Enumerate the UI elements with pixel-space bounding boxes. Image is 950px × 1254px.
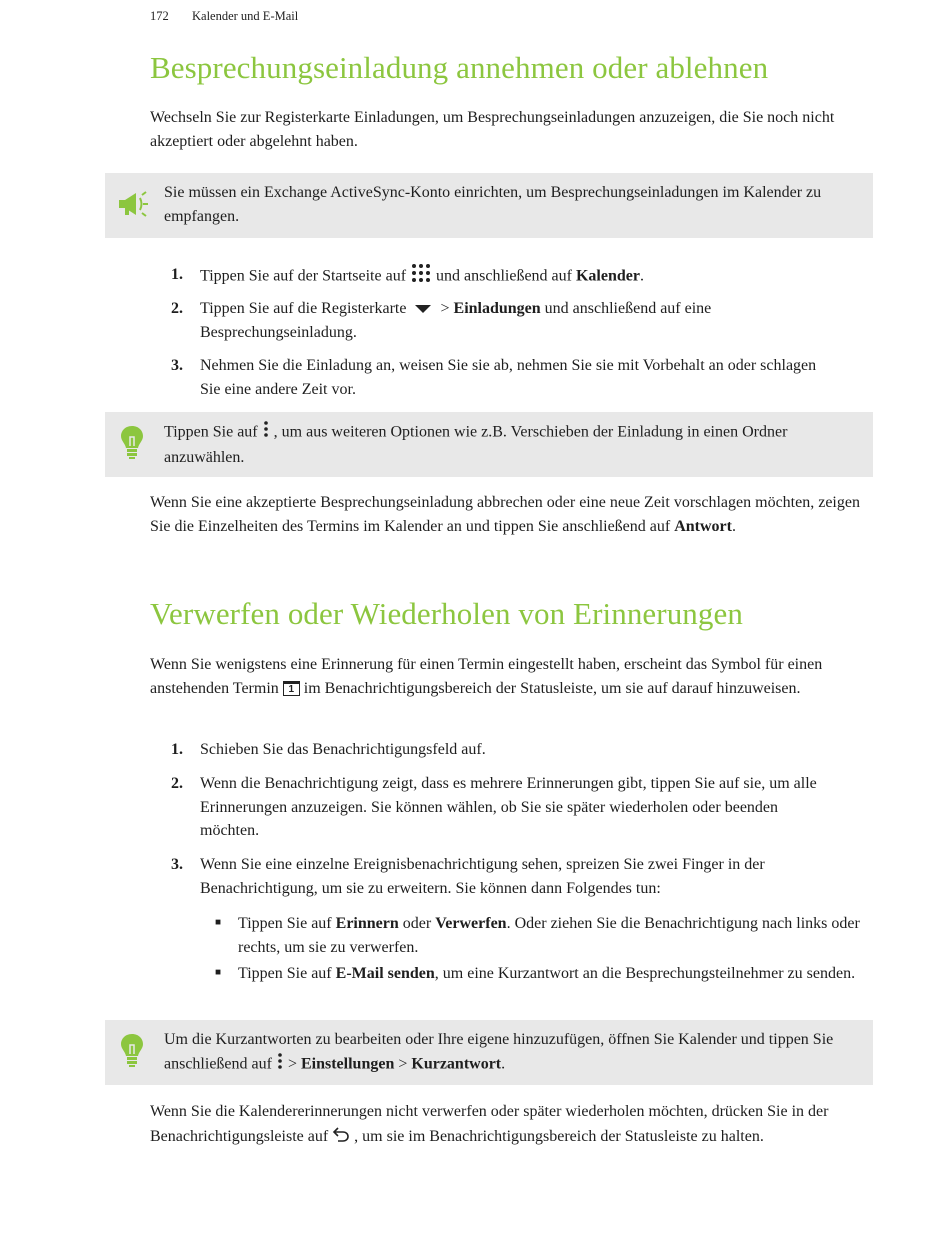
- list-item: [212, 962, 862, 1012]
- step-number: 2.: [171, 775, 183, 792]
- bullet-bold: Erinnern: [335, 915, 399, 932]
- bullet-marker: ■: [215, 967, 222, 978]
- lightbulb-icon: [119, 424, 145, 465]
- list-item: [171, 738, 871, 772]
- step-number: 1.: [171, 741, 183, 758]
- back-arrow-icon: [332, 1125, 350, 1150]
- step-text: [200, 297, 840, 345]
- bullet-list: [212, 912, 862, 1012]
- note-text: Sie müssen ein Exchange ActiveSync-Konto einrichten, um Besprechungseinladungen im Kalender zu empfangen.: [164, 184, 822, 225]
- more-vertical-icon: [276, 1052, 284, 1078]
- list-item: [171, 263, 871, 297]
- outro-paragraph: [150, 491, 875, 538]
- intro-text: Wenn Sie wenigstens eine Erinnerung für einen Termin eingestellt haben, erscheint das Symbol für einen anstehenden Termin: [150, 656, 823, 697]
- outro-text: Wenn Sie eine akzeptierte Besprechungseinladung abbrechen oder eine neue Zeit vorschlagen möchten, zeigen Sie die Einzelheiten des Termins im Kalender an und tippen Sie anschließend auf: [150, 494, 860, 535]
- step-number: 3.: [171, 357, 183, 374]
- bullet-text-part: , um eine Kurzantwort an die Besprechungsteilnehmer zu senden.: [434, 965, 856, 982]
- reminder-intro-paragraph: [150, 653, 875, 700]
- step-text-part: Tippen Sie auf die Registerkarte: [200, 300, 411, 317]
- reminder-outro-paragraph: [150, 1099, 875, 1150]
- step-text: Wenn die Benachrichtigung zeigt, dass es mehrere Erinnerungen gibt, tippen Sie auf sie, um alle Erinnerungen anzuzeigen. Sie können wählen, ob Sie sie später wiederholen oder beenden möchten.: [200, 775, 817, 839]
- bullet-marker: ■: [215, 917, 222, 928]
- step-number: 3.: [171, 856, 183, 873]
- section-heading-reminders: Verwerfen oder Wiederholen von Erinnerungen: [150, 596, 743, 631]
- tip-text-part: >: [394, 1054, 412, 1072]
- list-item: [171, 772, 871, 853]
- tip-bold: Einstellungen: [300, 1054, 395, 1072]
- tip-text-part: Um die Kurzantworten zu bearbeiten oder Ihre eigene hinzuzufügen, öffnen Sie Kalender und tippen Sie anschließend auf: [164, 1031, 834, 1072]
- apps-grid-icon: [410, 263, 432, 291]
- page-header: [150, 9, 298, 24]
- step-text-part: >: [436, 300, 454, 317]
- outro-text: Wenn Sie die Kalendererinnerungen nicht verwerfen oder später wiederholen möchten, drücken Sie in der Benachrichtigungsleiste auf: [150, 1103, 829, 1145]
- outro-text: , um sie im Benachrichtigungsbereich der Statusleiste zu halten.: [350, 1128, 764, 1145]
- step-number: 1.: [171, 266, 183, 283]
- step-text: Nehmen Sie die Einladung an, weisen Sie sie ab, nehmen Sie sie mit Vorbehalt an oder schlagen Sie eine andere Zeit vor.: [200, 357, 817, 398]
- section-heading-invitations: Besprechungseinladung annehmen oder ablehnen: [150, 50, 769, 85]
- tip-bold: Kurzantwort: [411, 1054, 502, 1072]
- step-text: [200, 263, 840, 291]
- list-item: [171, 297, 871, 354]
- bullet-text: [238, 912, 863, 959]
- page-number: 172: [150, 9, 169, 23]
- outro-text: .: [731, 517, 736, 535]
- chapter-title: Kalender und E-Mail: [192, 9, 299, 23]
- bullet-bold: Verwerfen: [435, 915, 507, 932]
- bullet-text-part: . Oder ziehen Sie die Benachrichtigung nach links oder rechts, um sie zu verwerfen.: [238, 915, 860, 956]
- intro-text: im Benachrichtigungsbereich der Statusleiste, um sie auf darauf hinzuweisen.: [299, 679, 801, 697]
- list-item: [212, 912, 862, 962]
- megaphone-icon: [115, 189, 151, 224]
- step-text-part: und anschließend auf: [432, 267, 576, 285]
- tip-note: [105, 412, 873, 477]
- bullet-bold: E-Mail senden: [335, 965, 435, 982]
- step-number: 2.: [171, 300, 183, 317]
- intro-paragraph: Wechseln Sie zur Registerkarte Einladungen, um Besprechungseinladungen anzuzeigen, die Sie noch nicht akzeptiert oder abgelehnt haben.: [150, 109, 835, 150]
- more-vertical-icon: [262, 420, 270, 446]
- steps-list-reminders: [171, 738, 871, 910]
- step-text-part: und anschließend auf eine Besprechungseinladung.: [200, 300, 712, 342]
- list-item: [171, 354, 871, 411]
- info-note: [105, 173, 873, 238]
- tip-text-part: .: [501, 1054, 506, 1072]
- bullet-text-part: oder: [398, 915, 436, 932]
- step-text-part: .: [639, 267, 644, 285]
- step-text: Wenn Sie eine einzelne Ereignisbenachrichtigung sehen, spreizen Sie zwei Finger in der Benachrichtigung, um sie zu erweitern. Sie können dann Folgendes tun:: [200, 856, 765, 897]
- calendar-event-icon: 1: [283, 681, 300, 696]
- step-text: Schieben Sie das Benachrichtigungsfeld auf.: [200, 741, 486, 758]
- outro-bold: Antwort: [674, 517, 732, 535]
- tip-note-quick-replies: [105, 1020, 873, 1085]
- tip-text: [164, 420, 854, 469]
- step-bold: Einladungen: [453, 300, 541, 317]
- list-item: [171, 853, 871, 910]
- tip-text-part: Tippen Sie auf: [164, 423, 262, 441]
- step-bold: Kalender: [575, 267, 640, 285]
- lightbulb-icon: [119, 1032, 145, 1073]
- steps-list-invitations: [171, 263, 871, 411]
- step-text-part: Tippen Sie auf der Startseite auf: [200, 267, 411, 285]
- tip-text-part: >: [283, 1054, 301, 1072]
- dropdown-triangle-icon: [414, 298, 432, 322]
- tip-text: [164, 1028, 854, 1077]
- bullet-text-part: Tippen Sie auf: [238, 965, 336, 982]
- bullet-text-part: Tippen Sie auf: [238, 915, 336, 932]
- tip-text-part: , um aus weiteren Optionen wie z.B. Verschieben der Einladung in einen Ordner anzuwählen.: [164, 423, 788, 466]
- bullet-text: [238, 962, 863, 986]
